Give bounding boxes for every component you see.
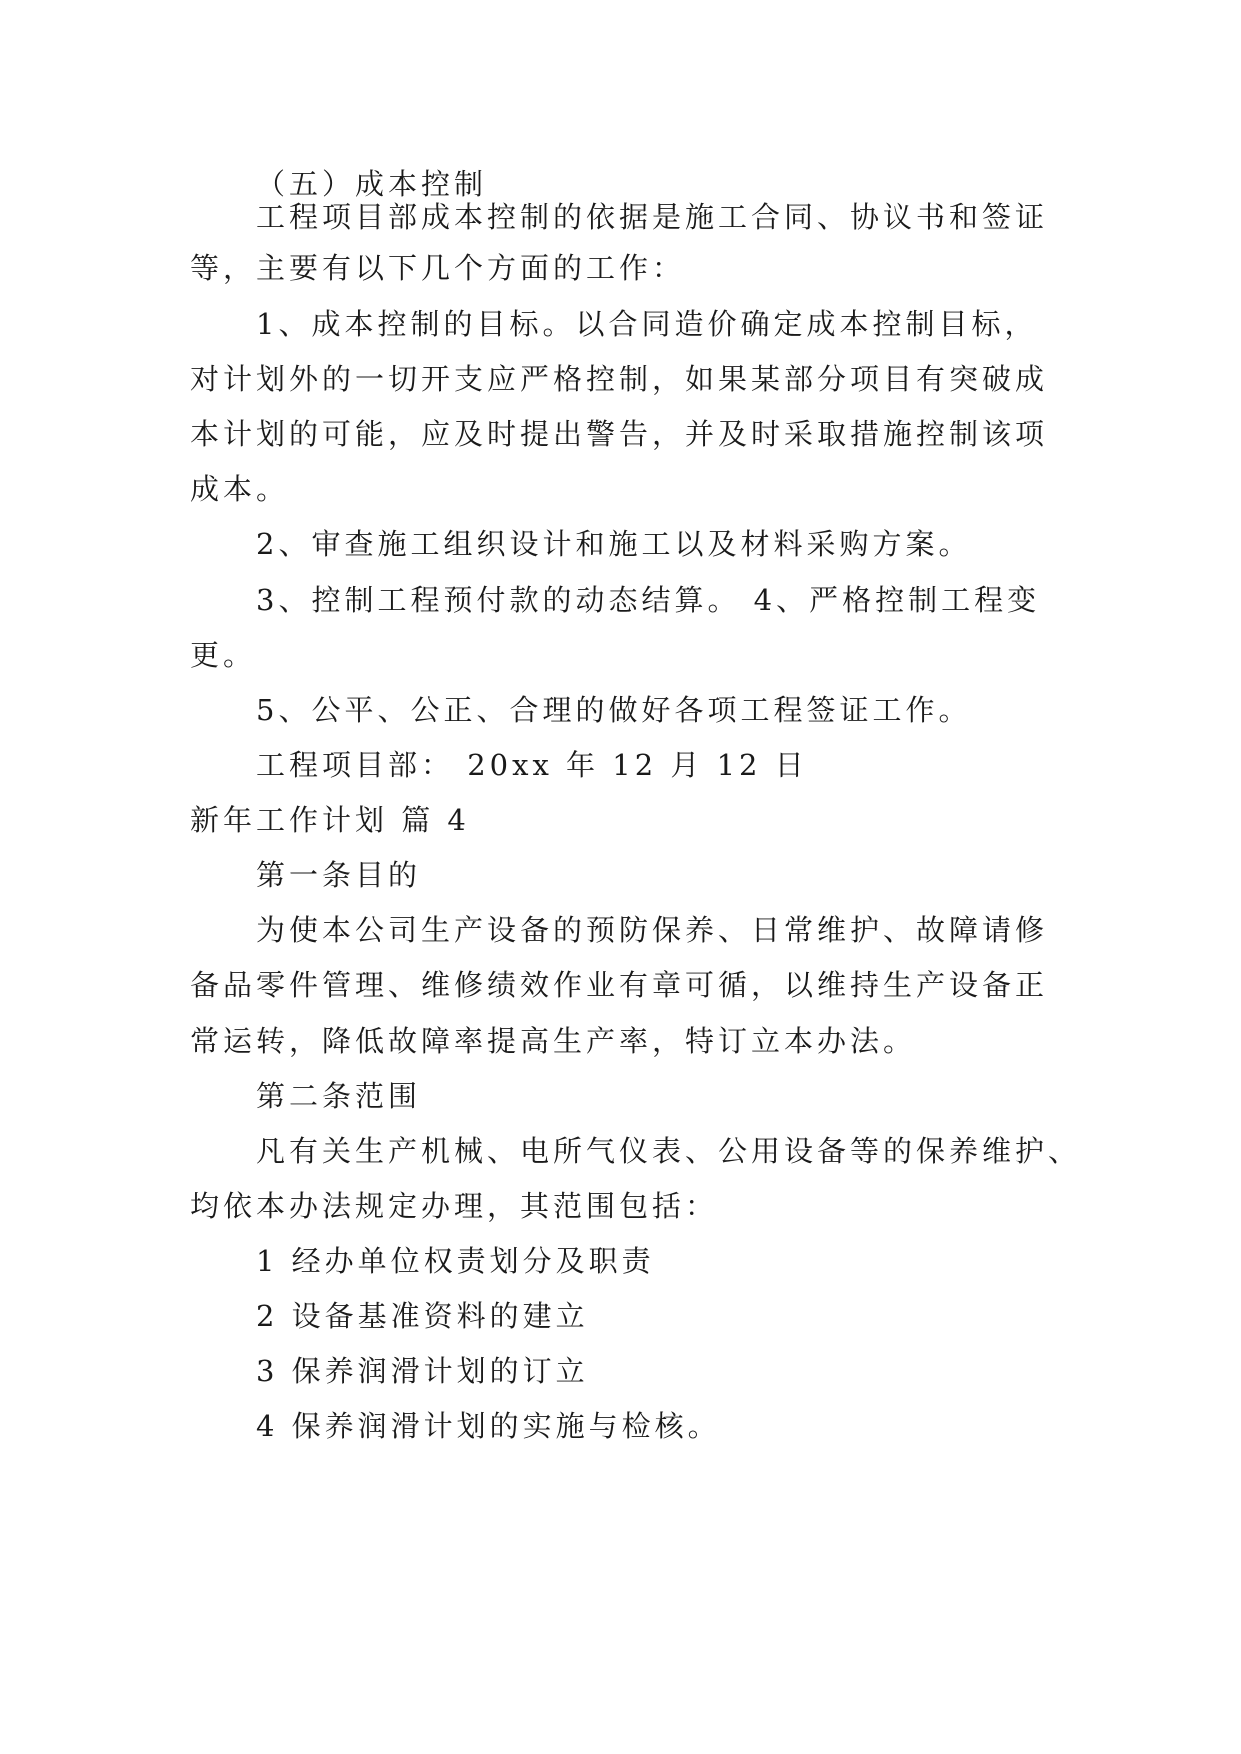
paragraph-line: 为使本公司生产设备的预防保养、日常维护、故障请修 — [256, 913, 1049, 947]
paragraph-line: 等，主要有以下几个方面的工作： — [190, 251, 686, 285]
paragraph-line: 常运转，降低故障率提高生产率，特订立本办法。 — [190, 1024, 917, 1058]
signature-date: 工程项目部： 20xx 年 12 月 12 日 — [256, 748, 808, 782]
list-item: 2、审查施工组织设计和施工以及材料采购方案。 — [256, 527, 972, 561]
chapter-title: 新年工作计划 篇 4 — [190, 803, 470, 837]
section-heading: （五）成本控制 — [256, 167, 488, 201]
paragraph-line: 本计划的可能，应及时提出警告，并及时采取措施控制该项 — [190, 417, 1049, 451]
paragraph-line: 工程项目部成本控制的依据是施工合同、协议书和签证 — [256, 200, 1049, 234]
list-item: 1 经办单位权责划分及职责 — [256, 1244, 655, 1278]
article-title: 第二条范围 — [256, 1079, 422, 1113]
paragraph-line: 成本。 — [190, 472, 290, 506]
paragraph-line: 备品零件管理、维修绩效作业有章可循，以维持生产设备正 — [190, 968, 1049, 1002]
list-item: 3、控制工程预付款的动态结算。 4、严格控制工程变 — [256, 583, 1041, 617]
paragraph-line: 凡有关生产机械、电所气仪表、公用设备等的保养维护、 — [256, 1134, 1082, 1168]
list-item: 3 保养润滑计划的订立 — [256, 1354, 589, 1388]
article-title: 第一条目的 — [256, 858, 422, 892]
paragraph-line: 对计划外的一切开支应严格控制，如果某部分项目有突破成 — [190, 362, 1049, 396]
paragraph-line: 均依本办法规定办理，其范围包括： — [190, 1189, 719, 1223]
list-item: 5、公平、公正、合理的做好各项工程签证工作。 — [256, 693, 972, 727]
paragraph-line: 更。 — [190, 638, 257, 672]
list-item: 1、成本控制的目标。以合同造价确定成本控制目标， — [256, 307, 1038, 341]
list-item: 2 设备基准资料的建立 — [256, 1299, 589, 1333]
list-item: 4 保养润滑计划的实施与检核。 — [256, 1409, 721, 1443]
